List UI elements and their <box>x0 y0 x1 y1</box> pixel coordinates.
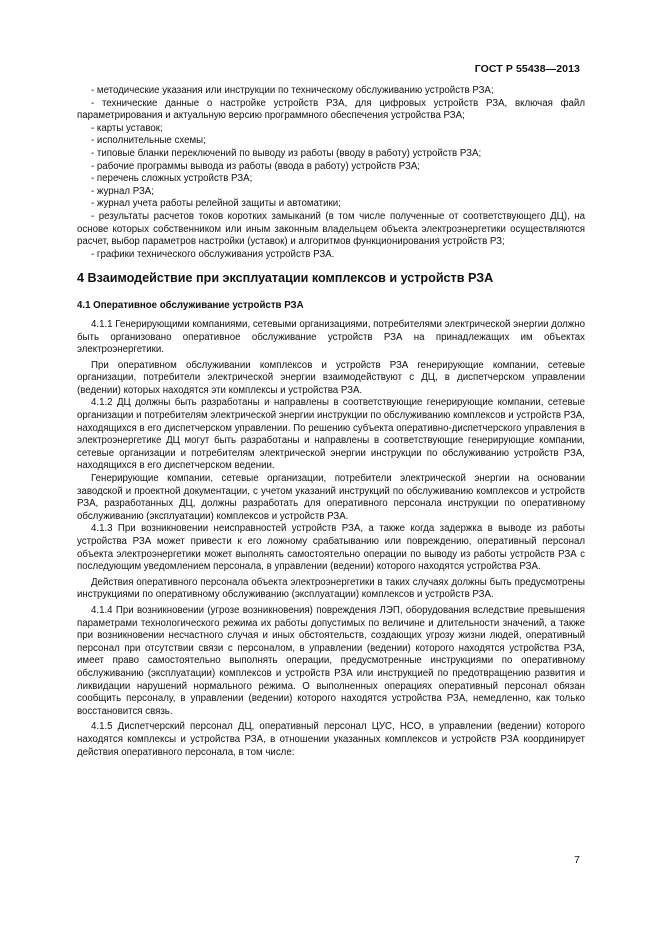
section-heading: 4 Взаимодействие при эксплуатации комплексов и устройств РЗА <box>77 271 494 286</box>
page-number: 7 <box>574 854 580 866</box>
document-list <box>77 85 585 261</box>
paragraph: Действия оперативного персонала объекта электроэнергетики в таких случаях должны быть предусмотрены инструкциями по оперативному обслуживанию (эксплуатации) комплексов и устройств РЗА. <box>77 576 585 601</box>
paragraph: 4.1.3 При возникновении неисправностей устройств РЗА, а также когда задержка в выводе из работы устройства РЗА может привести к его ложному срабатыванию или повреждению, оперативный персонал объекта электроэнергетики может выполнять самостоятельно операции по выводу из работы устройств РЗА с последующим уведомлением персонала, в управлении (ведении) которого находятся устройства РЗА. <box>77 523 585 573</box>
list-item: - результаты расчетов токов коротких замыканий (в том числе полученные от соответствующего ДЦ), на основе которых собственником или иным законным владельцем объекта электроэнергетики осуществляются расчет, выбор параметров настройки (уставок) и алгоритмов функционирования устройств РЗ; <box>77 210 585 248</box>
paragraph: 4.1.4 При возникновении (угрозе возникновения) повреждения ЛЭП, оборудования вследствие превышения параметрами технологического режима их работы допустимых по величине и длительности значений, а также при возникновении несчастного случая и иных обстоятельств, создающих угрозу жизни людей, оперативный персонал при отсутствии связи с персоналом, в управлении (ведении) которого находятся устройства РЗА, имеет право самостоятельно выполнять операции, предусмотренные инструкциями по оперативному обслуживанию (эксплуатации) комплексов и устройств РЗА или инструкцией по предотвращению развития и ликвидации нарушений нормального режима. О выполненных операциях оперативный персонал обязан сообщить персоналу, в управлении (ведении) которого находятся устройства РЗА, немедленно, как только восстановится связь. <box>77 604 585 717</box>
list-item: - типовые бланки переключений по выводу из работы (вводу в работу) устройств РЗА; <box>91 147 482 159</box>
document-code: ГОСТ Р 55438—2013 <box>474 63 580 75</box>
list-item: - технические данные о настройке устройств РЗА, для цифровых устройств РЗА, включая файл параметрирования и актуальную версию программного обеспечения устройства РЗА; <box>77 97 585 122</box>
page-body <box>77 85 585 759</box>
list-item: - карты уставок; <box>91 122 163 134</box>
list-item: - исполнительные схемы; <box>91 135 206 147</box>
paragraph: Генерирующие компании, сетевые организации, потребители электрической энергии на основании заводской и проектной документации, с учетом указаний инструкций по обслуживанию комплексов и устройств РЗА, разработанных ДЦ, должны разработать для оперативного персонала инструкции по оперативному обслуживанию (эксплуатации) комплексов и устройств РЗА. <box>77 473 585 522</box>
list-item: - рабочие программы вывода из работы (ввода в работу) устройств РЗА; <box>91 160 420 172</box>
list-item: - методические указания или инструкции по техническому обслуживанию устройств РЗА; <box>91 85 494 96</box>
list-item: - журнал РЗА; <box>91 185 154 197</box>
list-item: - перечень сложных устройств РЗА; <box>91 173 253 185</box>
subsection-heading: 4.1 Оперативное обслуживание устройств РЗА <box>77 300 304 312</box>
paragraph: При оперативном обслуживании комплексов и устройств РЗА генерирующие компании, сетевые организации, потребители электрической энергии взаимодействуют с ДЦ, в диспетчерском управлении (ведении) которых находятся эти комплексы и устройства РЗА. <box>77 359 585 396</box>
list-item: - журнал учета работы релейной защиты и автоматики; <box>91 198 341 210</box>
paragraph: 4.1.5 Диспетчерский персонал ДЦ, оперативный персонал ЦУС, НСО, в управлении (ведении) которого находятся комплексы и устройства РЗА, в отношении указанных комплексов и устройств РЗА координирует действия оперативного персонала, в том числе: <box>77 721 585 758</box>
paragraph: 4.1.2 ДЦ должны быть разработаны и направлены в соответствующие генерирующие компании, сетевые организации и потребителям электрической энергии инструкции по обслуживанию комплексов и устройств РЗА, находящихся в его диспетчерском управлении. По решению субъекта оперативно-диспетчерского управления в электроэнергетике ДЦ могут быть разработаны и направлены в соответствующие генерирующие компании, сетевые организации и потребителям электрической энергии инструкции по обслуживанию устройств РЗА, находящихся в его диспетчерском ведении. <box>77 397 585 472</box>
list-item: - графики технического обслуживания устройств РЗА. <box>91 248 335 260</box>
paragraph: 4.1.1 Генерирующими компаниями, сетевыми организациями, потребителями электрической энергии должно быть организовано оперативное обслуживание устройств РЗА на принадлежащих им объектах электроэнергетики. <box>77 318 585 356</box>
